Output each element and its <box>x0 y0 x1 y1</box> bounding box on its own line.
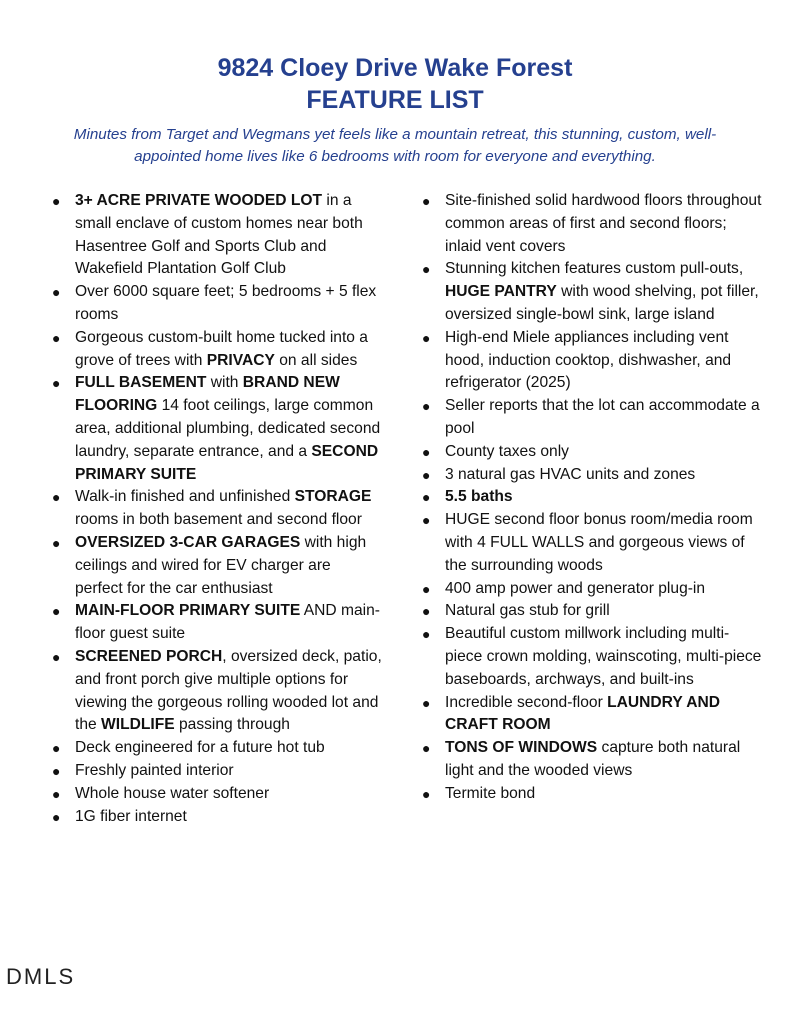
feature-highlight-text: SCREENED PORCH <box>75 647 223 665</box>
feature-highlight-text: SECOND PRIMARY SUITE <box>75 442 379 483</box>
bullet-icon: ● <box>52 284 61 301</box>
bullet-icon: ● <box>52 603 61 620</box>
bullet-icon: ● <box>52 534 61 551</box>
feature-list-item <box>422 258 762 326</box>
bullet-icon: ● <box>52 808 61 825</box>
feature-text: Gorgeous custom-built home tucked into a grove of trees with <box>75 328 368 369</box>
feature-highlight-text: FULL BASEMENT <box>75 374 207 392</box>
bullet-icon: ● <box>52 648 61 665</box>
feature-list-item <box>52 600 382 646</box>
feature-text: rooms in both basement and second floor <box>75 511 362 529</box>
feature-highlight-text: STORAGE <box>294 488 372 506</box>
feature-text: Site-finished solid hardwood floors throughout common areas of first and second floors; inlaid vent covers <box>445 192 762 255</box>
feature-text: capture both natural light and the wooded views <box>445 739 741 779</box>
feature-highlight-text: 5.5 baths <box>445 488 513 506</box>
document-title-feature-list: FEATURE LIST <box>306 86 484 114</box>
feature-list-item <box>52 327 382 373</box>
feature-list-item <box>422 395 762 441</box>
feature-text: with wood shelving, pot filler, oversized single-bowl sink, large island <box>445 283 759 323</box>
feature-highlight-text: HUGE PANTRY <box>445 283 557 301</box>
feature-text: Stunning kitchen features custom pull-outs, <box>445 260 744 278</box>
feature-highlight-text: OVERSIZED 3-CAR GARAGES <box>75 533 301 551</box>
bullet-icon: ● <box>422 466 431 483</box>
feature-list-item <box>52 737 382 760</box>
feature-list-item <box>422 441 762 464</box>
bullet-icon: ● <box>52 740 61 757</box>
feature-text: with high ceilings and wired for EV charger are perfect for the car enthusiast <box>75 533 367 597</box>
feature-list-item <box>52 783 382 806</box>
feature-list-item <box>52 190 382 281</box>
bullet-icon: ● <box>422 785 431 802</box>
feature-text: HUGE second floor bonus room/media room with 4 FULL WALLS and gorgeous views of the surrounding woods <box>445 511 753 574</box>
feature-text: 400 amp power and generator plug-in <box>445 579 706 597</box>
feature-list-item <box>422 623 762 691</box>
feature-text: AND main-floor guest suite <box>75 602 380 643</box>
feature-highlight-text: TONS OF WINDOWS <box>445 739 598 757</box>
feature-highlight-text: MAIN-FLOOR PRIMARY SUITE <box>75 602 301 620</box>
bullet-icon: ● <box>422 740 431 757</box>
feature-list-item <box>422 783 762 806</box>
feature-list-item <box>52 646 382 737</box>
feature-list-item <box>422 692 762 738</box>
bullet-icon: ● <box>422 694 431 711</box>
feature-text: in a small enclave of custom homes near both Hasentree Golf and Sports Club and Wakefield Plantation Golf Club <box>75 192 363 278</box>
feature-text: Incredible second-floor <box>445 693 608 711</box>
feature-text: Whole house water softener <box>75 784 270 802</box>
feature-list-item <box>422 327 762 395</box>
feature-list-item <box>422 578 762 601</box>
feature-highlight-text: PRIVACY <box>206 351 275 369</box>
document-header <box>0 52 790 168</box>
bullet-icon: ● <box>422 398 431 415</box>
feature-list-item <box>52 281 382 327</box>
feature-text: Termite bond <box>445 784 536 802</box>
feature-text: Beautiful custom millwork including multi-piece crown molding, wainscoting, multi-piece baseboards, archways, and built-ins <box>445 625 762 688</box>
feature-text: High-end Miele appliances including vent hood, induction cooktop, dishwasher, and refrigerator (2025) <box>445 328 732 392</box>
bullet-icon: ● <box>422 512 431 529</box>
feature-text: Freshly painted interior <box>75 761 234 779</box>
feature-list-item <box>422 509 762 577</box>
bullet-icon: ● <box>52 489 61 506</box>
feature-text: Walk-in finished and unfinished <box>75 488 295 506</box>
feature-list-item <box>52 806 382 829</box>
document-title-address: 9824 Cloey Drive Wake Forest <box>217 54 573 82</box>
feature-list-item <box>52 372 382 486</box>
feature-list-item <box>422 190 762 258</box>
feature-text: County taxes only <box>445 442 569 460</box>
feature-list-item <box>422 486 762 509</box>
document-subtitle: Minutes from Target and Wegmans yet feels like a mountain retreat, this stunning, custom, well-appointed home lives like 6 bedrooms with room for everyone and everything. <box>73 126 717 165</box>
feature-text: 1G fiber internet <box>75 807 187 825</box>
feature-text: passing through <box>174 716 290 734</box>
bullet-icon: ● <box>52 329 61 346</box>
dmls-watermark-logo: DMLS <box>6 964 76 989</box>
bullet-icon: ● <box>422 261 431 278</box>
feature-highlight-text: 3+ ACRE PRIVATE WOODED LOT <box>75 192 323 209</box>
feature-list-item <box>422 737 762 783</box>
bullet-icon: ● <box>52 762 61 779</box>
feature-text: 14 foot ceilings, large common area, additional plumbing, dedicated second laundry, separate entrance, and a <box>75 397 381 460</box>
feature-list-item <box>52 760 382 783</box>
bullet-icon: ● <box>422 443 431 460</box>
feature-text: , oversized deck, patio, and front porch give multiple options for viewing the gorgeous rolling wooded lot and the <box>75 647 382 734</box>
feature-highlight-text: LAUNDRY AND CRAFT ROOM <box>445 693 721 734</box>
bullet-icon: ● <box>52 375 61 392</box>
feature-text: Over 6000 square feet; 5 bedrooms + 5 flex rooms <box>75 283 377 323</box>
bullet-icon: ● <box>422 489 431 506</box>
feature-text: on all sides <box>274 351 358 369</box>
feature-text: Deck engineered for a future hot tub <box>75 739 325 757</box>
feature-highlight-text: WILDLIFE <box>101 716 175 734</box>
feature-list-item <box>52 486 382 532</box>
feature-highlight-text: BRAND NEW FLOORING <box>75 374 340 415</box>
feature-text: 3 natural gas HVAC units and zones <box>445 465 696 483</box>
bullet-icon: ● <box>422 329 431 346</box>
bullet-icon: ● <box>422 193 431 209</box>
feature-text: Seller reports that the lot can accommodate a pool <box>445 397 760 437</box>
feature-text: with <box>206 374 243 392</box>
feature-list-item <box>52 532 382 600</box>
feature-list-item <box>422 600 762 623</box>
bullet-icon: ● <box>52 785 61 802</box>
bullet-icon: ● <box>422 580 431 597</box>
feature-list-right-column <box>422 190 762 806</box>
feature-text: Natural gas stub for grill <box>445 602 610 620</box>
bullet-icon: ● <box>52 193 61 209</box>
bullet-icon: ● <box>422 603 431 620</box>
feature-list-left-column <box>52 190 382 828</box>
bullet-icon: ● <box>422 626 431 643</box>
feature-list-item <box>422 464 762 487</box>
